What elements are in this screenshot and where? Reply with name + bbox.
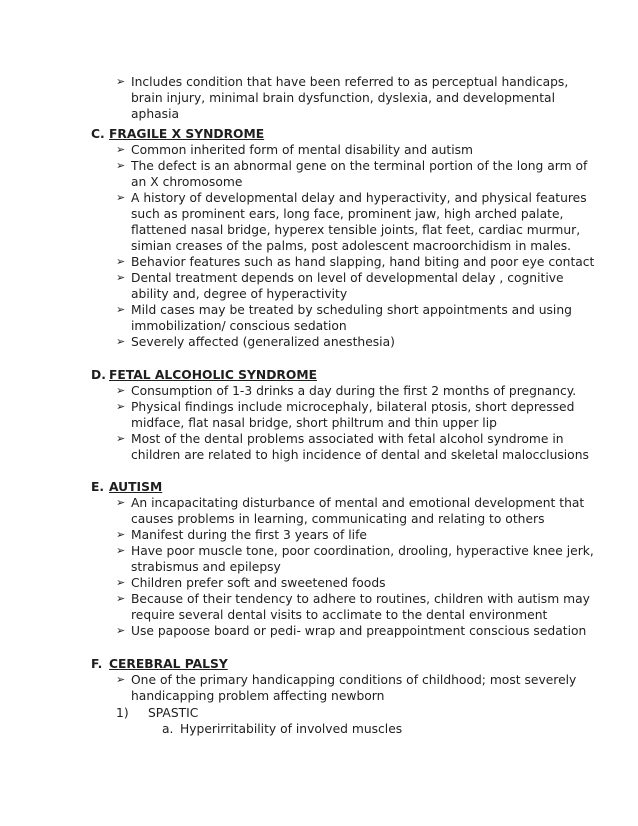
item-letter: a. — [162, 722, 174, 736]
bullet-item — [116, 543, 596, 575]
bullet-text: Most of the dental problems associated with fetal alcohol syndrome in children are related to high incidence of dental and skeletal malocclusions — [131, 432, 589, 463]
bullet-text: Children prefer soft and sweetened foods — [131, 576, 386, 590]
bullet-item — [116, 158, 596, 190]
bullet-item — [116, 672, 596, 704]
bullet-text: Common inherited form of mental disability and autism — [131, 143, 474, 157]
arrow-bullet-icon: ➢ — [116, 432, 126, 445]
section-heading-f: F. CEREBRAL PALSY — [91, 657, 228, 671]
arrow-bullet-icon: ➢ — [116, 143, 126, 156]
bullet-item — [116, 623, 596, 639]
bullet-text: Consumption of 1-3 drinks a day during the first 2 months of pregnancy. — [131, 384, 577, 398]
item-label: Hyperirritability of involved muscles — [180, 722, 403, 736]
bullet-item — [116, 527, 596, 543]
bullet-text: Mild cases may be treated by scheduling short appointments and using immobilization/ conscious sedation — [131, 303, 572, 334]
bullet-text: An incapacitating disturbance of mental and emotional development that causes problems in learning, communicating and relating to others — [131, 496, 585, 527]
arrow-bullet-icon: ➢ — [116, 75, 126, 88]
arrow-bullet-icon: ➢ — [116, 191, 126, 204]
arrow-bullet-icon: ➢ — [116, 400, 126, 413]
section-title: FRAGILE X SYNDROME — [109, 127, 265, 141]
arrow-bullet-icon: ➢ — [116, 673, 126, 686]
arrow-bullet-icon: ➢ — [116, 335, 126, 348]
bullet-text: Behavior features such as hand slapping, hand biting and poor eye contact — [131, 255, 595, 269]
bullet-text: One of the primary handicapping conditions of childhood; most severely handicapping problem affecting newborn — [131, 673, 577, 704]
bullet-text: Because of their tendency to adhere to routines, children with autism may require several dental visits to acclimate to the dental environment — [131, 592, 590, 623]
arrow-bullet-icon: ➢ — [116, 303, 126, 316]
arrow-bullet-icon: ➢ — [116, 576, 126, 589]
bullet-item — [116, 254, 596, 270]
item-label: SPASTIC — [148, 706, 199, 720]
bullet-text: Have poor muscle tone, poor coordination, drooling, hyperactive knee jerk, strabismus and epilepsy — [131, 544, 594, 575]
bullet-item — [116, 190, 596, 254]
bullet-item — [116, 431, 596, 463]
bullet-item — [116, 334, 596, 350]
bullet-item — [116, 383, 596, 399]
bullet-item — [116, 399, 596, 431]
bullet-text: Dental treatment depends on level of developmental delay , cognitive ability and, degree of hyperactivity — [131, 271, 564, 302]
arrow-bullet-icon: ➢ — [116, 271, 126, 284]
bullet-item — [116, 270, 596, 302]
bullet-item — [116, 591, 596, 623]
bullet-item — [116, 302, 596, 334]
arrow-bullet-icon: ➢ — [116, 528, 126, 541]
arrow-bullet-icon: ➢ — [116, 255, 126, 268]
bullet-text: Severely affected (generalized anesthesia) — [131, 335, 395, 349]
lettered-item — [162, 721, 402, 737]
arrow-bullet-icon: ➢ — [116, 384, 126, 397]
bullet-text: Includes condition that have been referred to as perceptual handicaps, brain injury, minimal brain dysfunction, dyslexia, and developmental aphasia — [131, 75, 569, 122]
arrow-bullet-icon: ➢ — [116, 496, 126, 509]
bullet-text: A history of developmental delay and hyperactivity, and physical features such as prominent ears, long face, prominent jaw, high arched palate, flattened nasal bridge, hyperex tensible joints, flat feet, cardiac murmur, simian creases of the palms, post adolescent macroorchidism in males. — [131, 191, 587, 254]
arrow-bullet-icon: ➢ — [116, 159, 126, 172]
section-title: CEREBRAL PALSY — [109, 657, 228, 671]
section-title: FETAL ALCOHOLIC SYNDROME — [109, 368, 317, 382]
arrow-bullet-icon: ➢ — [116, 592, 126, 605]
section-title: AUTISM — [109, 480, 163, 494]
bullet-text: Use papoose board or pedi- wrap and preappointment conscious sedation — [131, 624, 587, 638]
item-number: 1) — [116, 706, 129, 720]
arrow-bullet-icon: ➢ — [116, 624, 126, 637]
numbered-item — [116, 705, 198, 721]
section-heading-c: C. FRAGILE X SYNDROME — [91, 127, 265, 141]
bullet-item — [116, 74, 596, 122]
arrow-bullet-icon: ➢ — [116, 544, 126, 557]
bullet-item — [116, 575, 596, 591]
bullet-text: The defect is an abnormal gene on the terminal portion of the long arm of an X chromosome — [131, 159, 588, 190]
bullet-item — [116, 495, 596, 527]
section-heading-d: D. FETAL ALCOHOLIC SYNDROME — [91, 368, 317, 382]
bullet-text: Physical findings include microcephaly, bilateral ptosis, short depressed midface, flat nasal bridge, short philtrum and thin upper lip — [131, 400, 575, 431]
bullet-item — [116, 142, 596, 158]
section-heading-e: E. AUTISM — [91, 480, 163, 494]
bullet-text: Manifest during the first 3 years of life — [131, 528, 367, 542]
